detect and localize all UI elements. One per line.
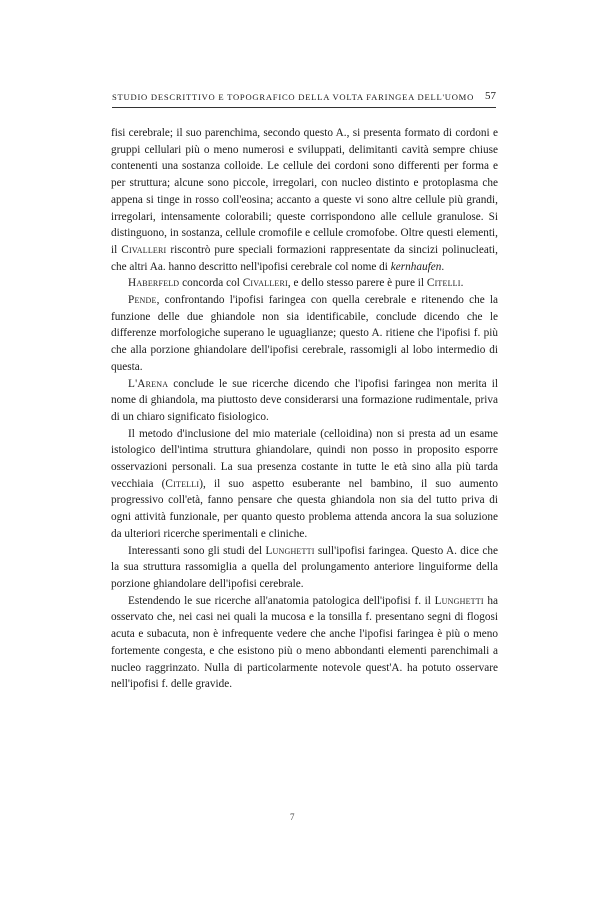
header-rule: [112, 107, 496, 108]
text-segment: Interessanti sono gli studi del: [128, 544, 266, 557]
paragraph: [111, 125, 498, 275]
paragraph: [111, 376, 498, 426]
author-name: Lunghetti: [434, 594, 484, 607]
text-segment: .: [441, 260, 445, 273]
author-name: Pende: [128, 294, 157, 307]
author-name: Lunghetti: [265, 544, 315, 557]
text-segment: concorda col: [179, 277, 243, 290]
paragraph: [111, 426, 498, 543]
running-head: [112, 90, 496, 104]
author-name: Civalleri: [242, 277, 288, 290]
body-text: [111, 125, 498, 693]
author-name: L'Arena: [128, 377, 169, 390]
italic-term: kernhaufen: [390, 260, 442, 273]
author-name: Haberfeld: [128, 277, 180, 290]
text-segment: , e dello stesso parere è pure il: [287, 277, 427, 290]
text-segment: ), il suo aspetto esuberante nel bambino, il suo aumento progressivo coll'età, fanno pensare che questa ghiandola non sia del tutto priva di ogni attività funzionale, per quanto questo problema attenda ancora la sua soluzione da ulteriori ricerche sperimentali e cliniche.: [111, 477, 498, 540]
text-segment: .: [460, 277, 464, 290]
text-segment: fisi cerebrale; il suo parenchima, secondo questo A., si presenta formato di cordoni e gruppi cellulari più o meno numerosi e sviluppati, delimitanti cavità sempre chiuse contenenti una sostanza colloide. Le cellule dei cordoni sono differenti per forma e per struttura; alcune sono piccole, irregolari, con nucleo distinto e protoplasma che appena si tinge in rosso coll'eosina; accanto a queste vi sono altre cellule più grandi, irregolari, intensamente colorabili; queste corrispondono alle cellule granulose. Si distinguono, in sostanza, cellule cromofile e cellule cromofobe. Oltre questi elementi, il: [111, 127, 498, 256]
page-number: 57: [485, 90, 496, 102]
paragraph: [111, 593, 498, 693]
author-name: Citelli: [426, 277, 461, 290]
paragraph: [111, 275, 498, 292]
text-segment: Il metodo d'inclusione del mio materiale (celloidina) non si presta ad un esame istologico dell'intima struttura ghiandolare, quindi non posso in proposito esporre osservazioni personali. La sua presenza costante in tutte le età sino alla più tarda vecchiaia (: [111, 427, 498, 490]
paragraph: [111, 543, 498, 593]
text-segment: , confrontando l'ipofisi faringea con quella cerebrale e ritenendo che la funzione delle due ghiandole non sia identificabile, conclude dicendo che le differenze morfologiche superano le uguaglianze; questo A. ritiene che l'ipofisi f. più che alla porzione ghiandolare dell'ipofisi cerebrale, rassomigli al lobo intermedio di questa.: [111, 294, 498, 373]
text-segment: sull'ipofisi faringea. Questo A. dice che la sua struttura rassomiglia a quella del prolungamento anteriore linguiforme della porzione ghiandolare dell'ipofisi cerebrale.: [111, 544, 498, 590]
running-head-title: STUDIO DESCRITTIVO E TOPOGRAFICO DELLA VOLTA FARINGEA DELL'UOMO: [112, 92, 475, 102]
author-name: Civalleri: [121, 243, 167, 256]
text-segment: Estendendo le sue ricerche all'anatomia patologica dell'ipofisi f. il: [128, 594, 435, 607]
author-name: Citelli: [165, 477, 200, 490]
paragraph: [111, 292, 498, 376]
text-segment: ha osservato che, nei casi nei quali la mucosa e la tonsilla f. presentano segni di flogosi acuta e subacuta, non è infrequente vedere che anche l'ipofisi faringea è più o meno fortemente congesta, e che esistono più o meno abbondanti elementi parenchimali a nucleo raggrinzato. Nulla di particolarmente notevole quest'A. ha potuto osservare nell'ipofisi f. delle gravide.: [111, 594, 498, 691]
footer-mark: 7: [290, 812, 295, 822]
text-segment: conclude le sue ricerche dicendo che l'ipofisi faringea non merita il nome di ghiandola, ma piuttosto deve considerarsi una formazione rudimentale, priva di un chiaro significato fisiologico.: [111, 377, 498, 423]
text-segment: riscontrò pure speciali formazioni rappresentate da sincizi polinucleati, che altri Aa. hanno descritto nell'ipofisi cerebrale col nome di: [111, 243, 498, 273]
